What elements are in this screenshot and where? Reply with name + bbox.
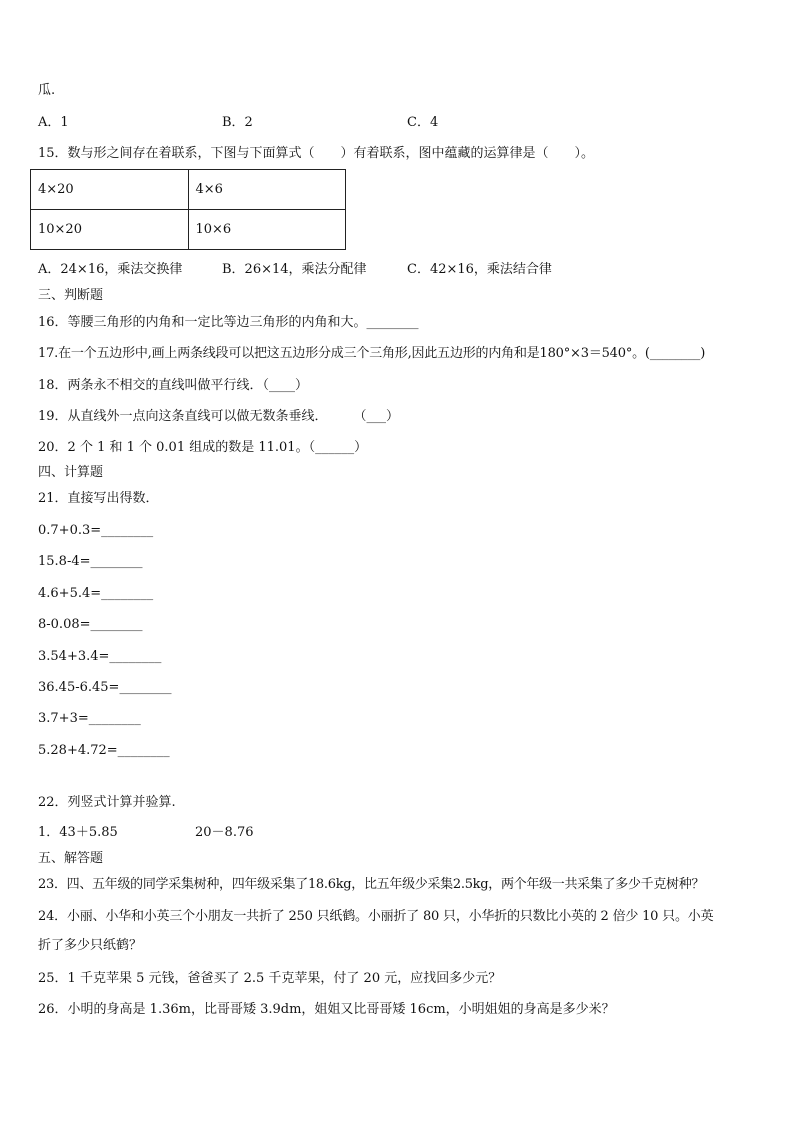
table-cell: 10×20 — [31, 210, 189, 250]
q14-option-b: B．2 — [222, 115, 253, 130]
table-cell: 4×6 — [188, 170, 346, 210]
table-cell: 4×20 — [31, 170, 189, 210]
section-heading-judgement: 三、判断题 — [38, 288, 104, 303]
table-cell: 10×6 — [188, 210, 346, 250]
question-24-continued: 折了多少只纸鹤？ — [38, 938, 143, 953]
question-18: 18．两条永不相交的直线叫做平行线．（____） — [38, 378, 309, 393]
q22-item-1: 1．43＋5.85 — [38, 825, 118, 840]
q21-item: 8-0.08=________ — [38, 617, 143, 632]
q15-option-a: A．24×16，乘法交换律 — [38, 262, 183, 277]
question-19: 19．从直线外一点向这条直线可以做无数条垂线． （___） — [38, 409, 400, 424]
section-heading-word-problems: 五、解答题 — [38, 851, 104, 866]
q21-item: 4.6+5.4=________ — [38, 586, 154, 601]
table-row — [31, 210, 346, 250]
q21-item: 0.7+0.3=________ — [38, 523, 154, 538]
question-24: 24．小丽、小华和小英三个小朋友一共折了 250 只纸鹤。小丽折了 80 只，小华折的只数比小英的 2 倍少 10 只。小英 — [38, 909, 714, 924]
q21-item: 3.7+3=________ — [38, 711, 141, 726]
q15-option-b: B．26×14，乘法分配律 — [222, 262, 367, 277]
q15-stem: 15．数与形之间存在着联系，下图与下面算式（ ）有着联系，图中蕴藏的运算律是（ ）。 — [38, 146, 595, 161]
q21-item: 15.8-4=________ — [38, 554, 143, 569]
question-26: 26．小明的身高是 1.36m，比哥哥矮 3.9dm，姐姐又比哥哥矮 16cm，小明姐姐的身高是多少米？ — [38, 1002, 615, 1017]
question-25: 25．1 千克苹果 5 元钱，爸爸买了 2.5 千克苹果，付了 20 元，应找回多少元？ — [38, 971, 502, 986]
question-20: 20．2 个 1 和 1 个 0.01 组成的数是 11.01。（______） — [38, 440, 368, 455]
q21-item: 5.28+4.72=________ — [38, 743, 170, 758]
question-23: 23．四、五年级的同学采集树种，四年级采集了18.6kg，比五年级少采集2.5kg，两个年级一共采集了多少千克树种？ — [38, 877, 705, 892]
question-16: 16．等腰三角形的内角和一定比等边三角形的内角和大。________ — [38, 315, 419, 330]
question-22: 22．列竖式计算并验算. — [38, 795, 176, 810]
q15-area-table — [30, 169, 346, 250]
section-heading-calculation: 四、计算题 — [38, 465, 104, 480]
q14-option-c: C．4 — [407, 115, 439, 130]
question-21: 21．直接写出得数． — [38, 491, 159, 506]
q21-item: 36.45-6.45=________ — [38, 680, 172, 695]
q14-tail: 瓜. — [38, 83, 56, 98]
q15-option-c: C．42×16，乘法结合律 — [407, 262, 552, 277]
question-17: 17.在一个五边形中,画上两条线段可以把这五边形分成三个三角形,因此五边形的内角和是180°×3＝540°。(________) — [38, 346, 706, 361]
table-row — [31, 170, 346, 210]
q21-item: 3.54+3.4=________ — [38, 649, 162, 664]
q14-option-a: A．1 — [38, 115, 69, 130]
q22-item-2: 20－8.76 — [195, 825, 254, 840]
